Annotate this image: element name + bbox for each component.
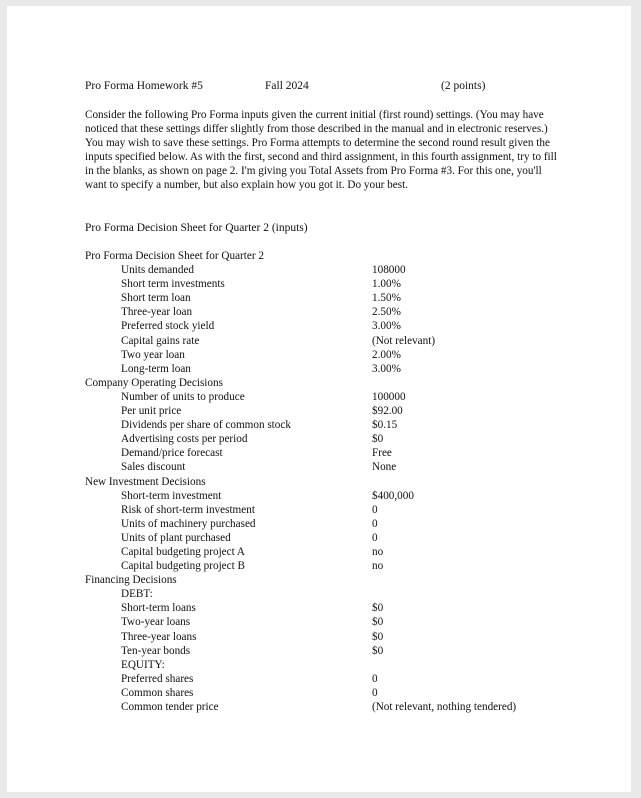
decision-row <box>85 615 555 629</box>
row-value: $0.15 <box>372 419 398 432</box>
decision-row <box>85 362 555 376</box>
decision-row <box>85 545 555 559</box>
row-value: (Not relevant) <box>372 334 436 347</box>
row-label: Financing Decisions <box>85 574 177 587</box>
row-label: Capital gains rate <box>121 334 200 347</box>
row-label: Common shares <box>121 686 194 699</box>
row-label: New Investment Decisions <box>85 475 206 488</box>
points-label: (2 points) <box>441 80 486 92</box>
row-label: EQUITY: <box>121 658 165 671</box>
row-value: 100000 <box>372 390 406 403</box>
row-value: $0 <box>372 644 384 657</box>
row-label: Three-year loans <box>121 630 197 643</box>
decision-row <box>85 503 555 517</box>
row-label: Common tender price <box>121 701 219 713</box>
decision-row <box>85 404 555 418</box>
row-value: 0 <box>372 503 378 516</box>
row-label: Preferred stock yield <box>121 320 215 333</box>
decision-row <box>85 700 555 714</box>
decision-row <box>85 686 555 700</box>
row-value: 0 <box>372 517 378 530</box>
decision-section-header <box>85 475 555 489</box>
row-label: Two year loan <box>121 348 185 361</box>
row-label: Number of units to produce <box>121 390 245 403</box>
decision-row <box>85 348 555 362</box>
row-value: $0 <box>372 602 384 615</box>
decision-row <box>85 630 555 644</box>
row-value: 3.00% <box>372 362 401 375</box>
decision-row <box>85 263 555 277</box>
row-label: Sales discount <box>121 461 186 474</box>
decision-row <box>85 672 555 686</box>
decision-row <box>85 334 555 348</box>
term-label: Fall 2024 <box>265 80 309 92</box>
decision-row <box>85 319 555 333</box>
decision-row <box>85 489 555 503</box>
decision-row <box>85 291 555 305</box>
row-value: Free <box>372 447 392 460</box>
row-value: 2.50% <box>372 306 401 319</box>
row-label: Preferred shares <box>121 672 194 685</box>
decision-row <box>85 305 555 319</box>
row-value: 2.00% <box>372 348 401 361</box>
row-value: 108000 <box>372 264 406 277</box>
row-label: Units of machinery purchased <box>121 517 256 530</box>
decision-row <box>85 446 555 460</box>
document-page <box>7 6 631 792</box>
row-label: Per unit price <box>121 405 182 418</box>
row-label: Short-term investment <box>121 489 222 502</box>
row-value: None <box>372 461 397 474</box>
row-label: Three-year loan <box>121 306 193 319</box>
decision-section-header <box>85 658 555 672</box>
homework-title: Pro Forma Homework #5 <box>85 80 203 92</box>
row-value: $0 <box>372 616 384 629</box>
decision-row <box>85 418 555 432</box>
row-label: Capital budgeting project A <box>121 545 245 558</box>
row-value: 3.00% <box>372 320 401 333</box>
row-label: Short term investments <box>121 278 225 291</box>
decision-row <box>85 531 555 545</box>
row-label: Dividends per share of common stock <box>121 419 291 432</box>
decision-row <box>85 559 555 573</box>
intro-paragraph: Consider the following Pro Forma inputs given the current initial (first round) settings. (You may have noticed that these settings differ slightly from those described in the manual and in electronic reserves.) You may wish to save these settings. Pro Forma attempts to determine the second round result given the inputs specified below. As with the first, second and third assignment, in this fourth assignment, try to fill in the blanks, as shown on page 2. I'm giving you Total Assets from Pro Forma #3. For this one, you'll want to specify a number, but also explain how you got it. Do your best. <box>85 109 557 192</box>
decision-row <box>85 432 555 446</box>
row-value: $400,000 <box>372 489 414 502</box>
decision-row <box>85 390 555 404</box>
row-label: Ten-year bonds <box>121 644 191 657</box>
decision-row <box>85 277 555 291</box>
row-label: Long-term loan <box>121 362 191 375</box>
row-label: Capital budgeting project B <box>121 560 245 573</box>
row-label: Short term loan <box>121 292 191 305</box>
row-value: $92.00 <box>372 405 403 418</box>
row-value: $0 <box>372 433 384 446</box>
row-label: Two-year loans <box>121 616 191 629</box>
row-value: 0 <box>372 672 378 685</box>
decision-section-header <box>85 376 555 390</box>
row-value: 0 <box>372 686 378 699</box>
row-label: Short-term loans <box>121 602 196 615</box>
row-label: DEBT: <box>121 588 153 601</box>
row-label: Pro Forma Decision Sheet for Quarter 2 <box>85 250 264 262</box>
decision-row <box>85 644 555 658</box>
row-value: 0 <box>372 531 378 544</box>
decision-section-header <box>85 587 555 601</box>
row-label: Units demanded <box>121 264 195 277</box>
decision-sheet-table <box>85 249 555 714</box>
row-label: Risk of short-term investment <box>121 503 255 516</box>
row-label: Demand/price forecast <box>121 447 223 460</box>
row-value: (Not relevant, nothing tendered) <box>372 701 517 713</box>
row-label: Units of plant purchased <box>121 531 231 544</box>
row-label: Company Operating Decisions <box>85 376 223 389</box>
decision-section-header <box>85 573 555 587</box>
row-value: no <box>372 545 384 558</box>
row-value: 1.50% <box>372 292 401 305</box>
decision-row <box>85 517 555 531</box>
row-value: 1.00% <box>372 278 401 291</box>
row-label: Advertising costs per period <box>121 433 248 446</box>
decision-row <box>85 460 555 474</box>
row-value: no <box>372 560 384 573</box>
decision-section-header <box>85 249 555 263</box>
decision-row <box>85 601 555 615</box>
row-value: $0 <box>372 630 384 643</box>
decision-sheet-heading: Pro Forma Decision Sheet for Quarter 2 (inputs) <box>85 222 308 234</box>
